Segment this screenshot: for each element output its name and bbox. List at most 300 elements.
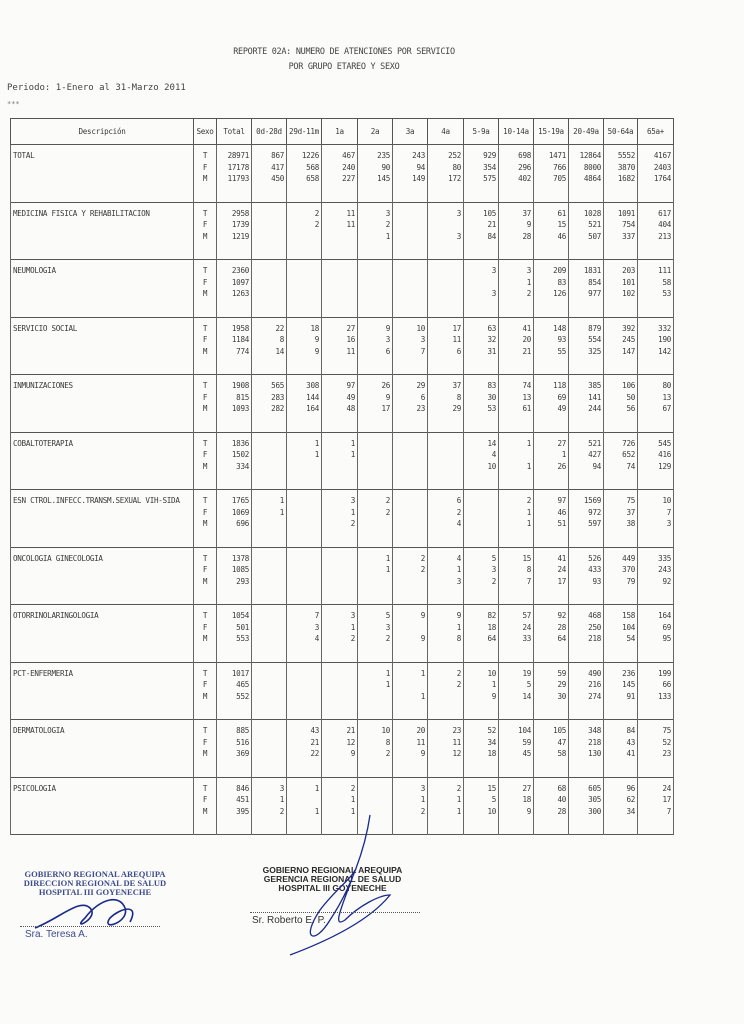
- count-value: [254, 553, 284, 565]
- count-value: [395, 507, 425, 519]
- count-value: 3: [314, 622, 319, 632]
- count-value: 51: [557, 519, 566, 528]
- count-value: 6: [456, 496, 461, 505]
- count-value: 433: [588, 565, 601, 574]
- count-value: 2: [314, 208, 319, 218]
- value-cell: [393, 145, 428, 203]
- count-value: 1017: [231, 668, 249, 678]
- count-value: 38: [626, 519, 635, 528]
- count-value: 2: [456, 507, 461, 517]
- count-value: 521: [588, 438, 601, 448]
- count-value: 815: [236, 392, 249, 402]
- count-value: 4: [456, 519, 461, 528]
- count-value: 1: [385, 553, 390, 563]
- count-value: [324, 231, 355, 243]
- value-cell: [499, 432, 534, 490]
- service-name-cell: [11, 605, 194, 663]
- service-name: TOTAL: [13, 151, 35, 160]
- count-value: 9: [491, 691, 496, 701]
- count-value: 1: [350, 507, 355, 517]
- count-value: [360, 288, 390, 300]
- value-cell: [358, 432, 393, 490]
- service-name-cell: [11, 145, 194, 203]
- count-value: 11: [346, 220, 355, 229]
- value-cell: [393, 720, 428, 778]
- value-cell: [464, 490, 499, 548]
- count-value: 97: [557, 496, 566, 505]
- count-value: 52: [662, 737, 671, 747]
- value-cell: [428, 605, 464, 663]
- count-value: [254, 564, 284, 576]
- count-value: 111: [658, 266, 671, 275]
- value-cell: [428, 777, 464, 835]
- count-value: 11793: [227, 174, 249, 183]
- count-value: 190: [658, 335, 671, 344]
- sexo-value: T: [202, 438, 208, 448]
- count-value: 1219: [231, 231, 249, 241]
- count-value: [466, 507, 496, 519]
- value-cell: [393, 605, 428, 663]
- sexo-cell: [194, 260, 217, 318]
- count-value: 8: [526, 565, 531, 574]
- report-subtitle: POR GRUPO ETAREO Y SEXO: [288, 62, 400, 72]
- value-cell: [569, 202, 604, 260]
- count-value: 705: [553, 174, 566, 183]
- value-cell: [287, 145, 322, 203]
- count-value: [254, 231, 284, 243]
- count-value: [289, 564, 319, 576]
- count-value: 203: [622, 266, 635, 275]
- value-cell: [322, 432, 358, 490]
- count-value: 468: [588, 611, 601, 620]
- value-cell: [252, 605, 287, 663]
- service-group: [11, 490, 674, 548]
- count-value: 1682: [617, 174, 635, 183]
- count-value: [289, 794, 319, 806]
- count-value: 53: [662, 289, 671, 298]
- count-value: 92: [557, 611, 566, 620]
- count-value: 34: [487, 737, 496, 747]
- count-value: [254, 576, 284, 588]
- count-value: 10: [487, 461, 496, 471]
- value-cell: [287, 720, 322, 778]
- count-value: 6: [385, 346, 390, 356]
- value-cell: [569, 490, 604, 548]
- value-cell: [604, 605, 638, 663]
- count-value: [289, 288, 319, 300]
- count-value: 15: [557, 220, 566, 229]
- value-cell: [534, 432, 569, 490]
- count-value: 1: [314, 438, 319, 448]
- count-value: 3: [456, 208, 461, 218]
- count-value: 4167: [653, 151, 671, 160]
- sexo-cell: [194, 720, 217, 778]
- count-value: 1: [456, 622, 461, 632]
- count-value: 27: [522, 783, 531, 793]
- count-value: 29: [452, 404, 461, 413]
- service-name-cell: [11, 547, 194, 605]
- value-cell: [464, 260, 499, 318]
- value-cell: [428, 375, 464, 433]
- table-row: [11, 720, 674, 778]
- count-value: 21: [522, 346, 531, 356]
- count-value: 854: [588, 277, 601, 287]
- column-header: 50-64a: [604, 119, 638, 145]
- count-value: 30: [487, 392, 496, 402]
- count-value: 1: [350, 450, 355, 459]
- count-value: 6: [456, 346, 461, 356]
- count-value: 305: [588, 795, 601, 804]
- attention-table: [10, 118, 674, 835]
- count-value: 8: [456, 392, 461, 402]
- value-cell: [569, 720, 604, 778]
- count-value: [289, 461, 319, 473]
- table-row: [11, 317, 674, 375]
- count-value: 977: [588, 289, 601, 298]
- count-value: 23: [662, 749, 671, 758]
- value-cell: [499, 547, 534, 605]
- count-value: 75: [626, 496, 635, 505]
- count-value: 554: [588, 335, 601, 344]
- count-value: 148: [553, 323, 566, 333]
- count-value: 1471: [548, 151, 566, 160]
- count-value: [466, 518, 496, 530]
- count-value: 21: [346, 726, 355, 735]
- count-value: [324, 461, 355, 473]
- count-value: 75: [662, 726, 671, 735]
- count-value: [395, 208, 425, 220]
- count-value: 84: [626, 726, 635, 735]
- count-value: 2: [350, 783, 355, 793]
- count-value: 64: [557, 634, 566, 643]
- value-cell: [499, 202, 534, 260]
- sexo-cell: [194, 317, 217, 375]
- count-value: 15: [487, 783, 496, 793]
- value-cell: [428, 202, 464, 260]
- count-value: [254, 633, 284, 645]
- count-value: 129: [658, 461, 671, 471]
- sexo-cell: [194, 202, 217, 260]
- value-cell: [604, 720, 638, 778]
- stamp-left-line3: HOSPITAL III GOYENECHE: [38, 887, 152, 897]
- count-value: 41: [626, 749, 635, 758]
- count-value: 63: [487, 323, 496, 333]
- count-value: 7: [314, 611, 319, 620]
- service-name-cell: [11, 720, 194, 778]
- count-value: [395, 231, 425, 243]
- count-value: 28: [557, 806, 566, 816]
- count-value: 11: [346, 346, 355, 356]
- value-cell: [217, 547, 252, 605]
- count-value: 526: [588, 553, 601, 563]
- sexo-cell: [194, 662, 217, 720]
- service-name-cell: [11, 490, 194, 548]
- count-value: 2: [385, 507, 390, 517]
- count-value: 1502: [231, 450, 249, 459]
- value-cell: [393, 547, 428, 605]
- count-value: [430, 288, 461, 300]
- count-value: 354: [483, 162, 496, 172]
- value-cell: [393, 375, 428, 433]
- count-value: 172: [448, 174, 461, 183]
- table-row: [11, 547, 674, 605]
- count-value: 1054: [231, 611, 249, 620]
- sexo-value: M: [202, 289, 208, 298]
- value-cell: [638, 662, 674, 720]
- count-value: 337: [622, 231, 635, 241]
- count-value: 3: [420, 335, 425, 344]
- count-value: [360, 783, 390, 795]
- value-cell: [534, 662, 569, 720]
- count-value: 1: [526, 461, 531, 471]
- count-value: 82: [487, 611, 496, 620]
- count-value: 14: [522, 691, 531, 701]
- count-value: 46: [557, 231, 566, 241]
- value-cell: [604, 317, 638, 375]
- sexo-cell: [194, 777, 217, 835]
- count-value: 27: [557, 438, 566, 448]
- value-cell: [358, 145, 393, 203]
- value-cell: [534, 145, 569, 203]
- count-value: 2: [456, 783, 461, 793]
- value-cell: [499, 260, 534, 318]
- count-value: [360, 265, 390, 277]
- value-cell: [393, 202, 428, 260]
- count-value: 2: [350, 634, 355, 643]
- count-value: 1263: [231, 289, 249, 298]
- value-cell: [464, 662, 499, 720]
- value-cell: [534, 490, 569, 548]
- count-value: 2: [420, 565, 425, 574]
- count-value: 3: [350, 496, 355, 505]
- count-value: 10: [487, 806, 496, 816]
- signature-line-right: [250, 912, 420, 913]
- count-value: 43: [626, 737, 635, 747]
- count-value: 726: [622, 438, 635, 448]
- value-cell: [252, 260, 287, 318]
- count-value: 9: [385, 323, 390, 333]
- signature-line-left: [20, 926, 160, 927]
- count-value: [289, 691, 319, 703]
- count-value: [254, 622, 284, 634]
- sexo-value: T: [202, 266, 208, 275]
- count-value: 243: [412, 151, 425, 160]
- value-cell: [358, 605, 393, 663]
- column-header: 0d-28d: [252, 119, 287, 145]
- sexo-cell: [194, 145, 217, 203]
- count-value: 18: [522, 795, 531, 804]
- count-value: 24: [557, 565, 566, 574]
- count-value: [501, 449, 531, 461]
- count-value: 69: [557, 392, 566, 402]
- count-value: 54: [626, 634, 635, 643]
- count-value: 13: [662, 392, 671, 402]
- value-cell: [499, 720, 534, 778]
- sexo-value: T: [202, 208, 208, 218]
- signer-left: Sra. Teresa A.: [25, 929, 88, 940]
- count-value: 617: [658, 208, 671, 218]
- value-cell: [322, 490, 358, 548]
- count-value: 1: [526, 519, 531, 528]
- count-value: 209: [553, 266, 566, 275]
- count-value: 9: [420, 749, 425, 758]
- count-value: 1: [279, 496, 284, 505]
- value-cell: [393, 490, 428, 548]
- count-value: 12: [452, 749, 461, 758]
- sexo-value: M: [202, 346, 208, 356]
- table-row: [11, 145, 674, 203]
- count-value: 20: [416, 726, 425, 735]
- count-value: [289, 679, 319, 691]
- service-name: INMUNIZACIONES: [13, 381, 73, 390]
- count-value: 1: [350, 622, 355, 632]
- value-cell: [569, 432, 604, 490]
- value-cell: [534, 260, 569, 318]
- report-period: Periodo: 1-Enero al 31-Marzo 2011: [7, 83, 186, 93]
- count-value: 1097: [231, 277, 249, 287]
- count-value: 19: [522, 668, 531, 678]
- count-value: 10: [487, 668, 496, 678]
- count-value: 308: [306, 381, 319, 390]
- value-cell: [638, 317, 674, 375]
- service-name-cell: [11, 662, 194, 720]
- sexo-value: F: [202, 680, 208, 689]
- value-cell: [322, 202, 358, 260]
- count-value: 27: [346, 323, 355, 333]
- count-value: [360, 277, 390, 289]
- count-value: 250: [588, 622, 601, 632]
- value-cell: [252, 662, 287, 720]
- value-cell: [534, 317, 569, 375]
- stamp-left-line1: GOBIERNO REGIONAL AREQUIPA: [24, 869, 166, 879]
- service-name-cell: [11, 260, 194, 318]
- value-cell: [358, 375, 393, 433]
- count-value: 3: [491, 565, 496, 574]
- value-cell: [217, 317, 252, 375]
- count-value: 59: [557, 668, 566, 678]
- count-value: 104: [622, 622, 635, 632]
- value-cell: [464, 432, 499, 490]
- count-value: [289, 518, 319, 530]
- count-value: 84: [487, 231, 496, 241]
- value-cell: [499, 490, 534, 548]
- count-value: 15: [522, 553, 531, 563]
- sexo-value: T: [202, 726, 208, 735]
- count-value: [289, 576, 319, 588]
- count-value: 1: [385, 680, 390, 689]
- table-row: [11, 490, 674, 548]
- count-value: 141: [588, 392, 601, 402]
- count-value: [289, 277, 319, 289]
- value-cell: [322, 662, 358, 720]
- count-value: [360, 576, 390, 588]
- count-value: [395, 518, 425, 530]
- value-cell: [638, 260, 674, 318]
- count-value: [254, 208, 284, 220]
- count-value: 553: [236, 634, 249, 643]
- count-value: 41: [522, 323, 531, 333]
- count-value: [289, 668, 319, 680]
- count-value: 3: [491, 266, 496, 275]
- count-value: 565: [271, 381, 284, 390]
- table-row: [11, 432, 674, 490]
- column-header: 20-49a: [569, 119, 604, 145]
- service-name-cell: [11, 202, 194, 260]
- count-value: 26: [381, 381, 390, 390]
- value-cell: [287, 260, 322, 318]
- count-value: 3: [526, 266, 531, 275]
- count-value: 501: [236, 622, 249, 632]
- table-row: [11, 202, 674, 260]
- service-name: SERVICIO SOCIAL: [13, 323, 78, 333]
- value-cell: [322, 260, 358, 318]
- sexo-value: T: [202, 151, 208, 160]
- count-value: 1958: [231, 323, 249, 333]
- count-value: 335: [658, 553, 671, 563]
- count-value: 243: [658, 565, 671, 574]
- count-value: [395, 449, 425, 461]
- count-value: [254, 461, 284, 473]
- count-value: 507: [588, 231, 601, 241]
- sexo-cell: [194, 432, 217, 490]
- service-name: PCT-ENFERMERIA: [13, 668, 73, 678]
- count-value: 18: [487, 622, 496, 632]
- count-value: 300: [588, 806, 601, 816]
- count-value: 1378: [231, 553, 249, 563]
- sexo-value: F: [202, 392, 208, 402]
- value-cell: [569, 145, 604, 203]
- table-row: [11, 260, 674, 318]
- value-cell: [638, 547, 674, 605]
- count-value: 41: [557, 553, 566, 563]
- count-value: [254, 219, 284, 231]
- count-value: 3: [420, 783, 425, 793]
- count-value: 2: [279, 806, 284, 816]
- count-value: [254, 265, 284, 277]
- count-value: 37: [626, 507, 635, 517]
- count-value: 80: [452, 162, 461, 172]
- count-value: 14: [487, 438, 496, 448]
- service-name: DERMATOLOGIA: [13, 726, 65, 735]
- count-value: 17: [452, 323, 461, 333]
- count-value: 9: [420, 611, 425, 620]
- value-cell: [638, 432, 674, 490]
- count-value: [395, 438, 425, 450]
- count-value: [360, 438, 390, 450]
- value-cell: [322, 720, 358, 778]
- service-name-cell: [11, 777, 194, 835]
- value-cell: [287, 202, 322, 260]
- count-value: [395, 461, 425, 473]
- count-value: 385: [588, 381, 601, 390]
- count-value: 2: [456, 680, 461, 689]
- sexo-value: T: [202, 381, 208, 390]
- count-value: [360, 449, 390, 461]
- count-value: [254, 518, 284, 530]
- count-value: 3: [350, 611, 355, 620]
- value-cell: [428, 720, 464, 778]
- value-cell: [638, 777, 674, 835]
- count-value: [430, 277, 461, 289]
- service-group: [11, 375, 674, 433]
- count-value: 97: [346, 381, 355, 390]
- count-value: 130: [588, 749, 601, 758]
- service-group: [11, 605, 674, 663]
- count-value: 11: [452, 335, 461, 344]
- value-cell: [464, 605, 499, 663]
- count-value: 392: [622, 323, 635, 333]
- count-value: 605: [588, 783, 601, 793]
